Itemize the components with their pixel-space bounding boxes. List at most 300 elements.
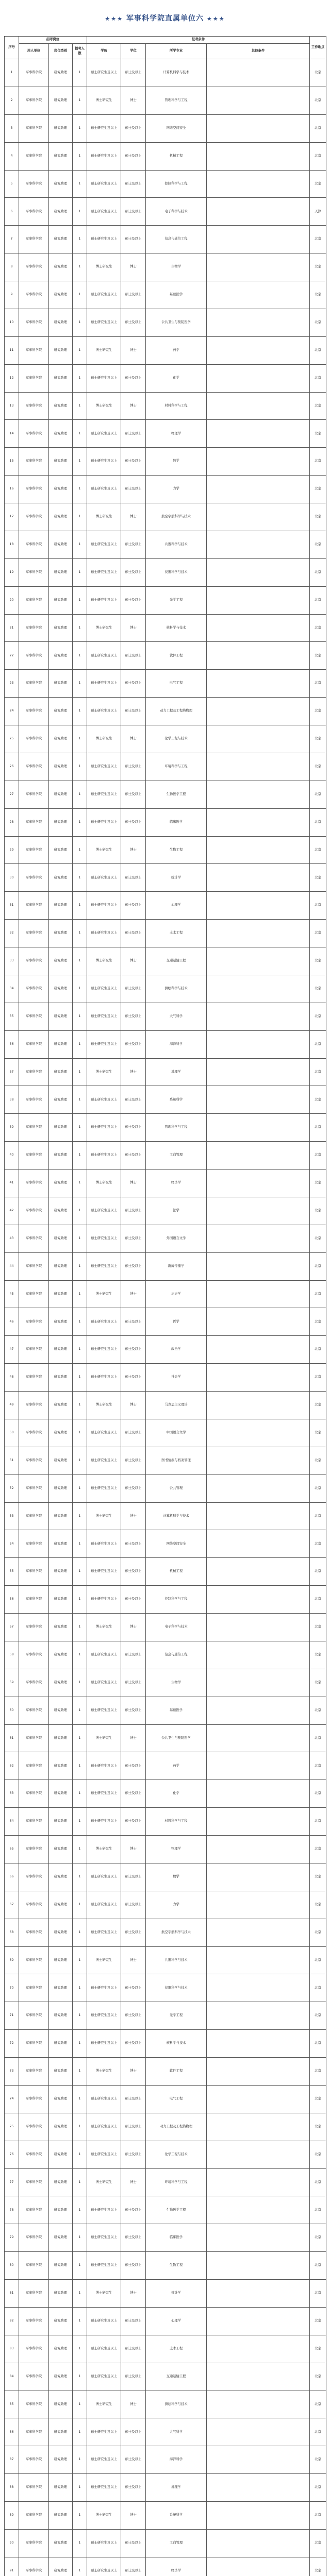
cell-major: 海洋科学 — [146, 2446, 207, 2474]
cell-other — [207, 87, 310, 114]
cell-edu: 硕士研究生及以上 — [87, 1419, 121, 1447]
cell-type: 研究助理 — [49, 476, 73, 503]
cell-unit: 军事科学院 — [19, 198, 49, 226]
cell-type: 研究助理 — [49, 1724, 73, 1752]
cell-seq: 16 — [5, 476, 19, 503]
cell-degree: 硕士及以上 — [121, 2085, 146, 2113]
cell-edu: 硕士研究生及以上 — [87, 1752, 121, 1780]
cell-major: 系统科学 — [146, 2502, 207, 2530]
cell-edu: 硕士研究生及以上 — [87, 670, 121, 698]
cell-seq: 88 — [5, 2474, 19, 2502]
table-row — [5, 2252, 326, 2280]
table-row — [5, 2557, 326, 2576]
cell-edu: 博士研究生 — [87, 725, 121, 753]
cell-edu: 硕士研究生及以上 — [87, 1974, 121, 2002]
cell-seq: 24 — [5, 698, 19, 725]
cell-count: 1 — [73, 1614, 87, 1641]
cell-degree: 博士 — [121, 2391, 146, 2418]
cell-seq: 52 — [5, 1475, 19, 1502]
cell-major: 环境科学与工程 — [146, 2168, 207, 2196]
table-row — [5, 1530, 326, 1558]
cell-degree: 硕士及以上 — [121, 558, 146, 586]
table-row — [5, 1364, 326, 1392]
cell-edu: 硕士研究生及以上 — [87, 1225, 121, 1252]
table-row — [5, 808, 326, 836]
cell-count: 1 — [73, 2363, 87, 2391]
cell-seq: 18 — [5, 531, 19, 558]
cell-unit: 军事科学院 — [19, 1946, 49, 1974]
cell-major: 光学工程 — [146, 586, 207, 614]
table-row — [5, 586, 326, 614]
cell-edu: 硕士研究生及以上 — [87, 2113, 121, 2141]
cell-type: 研究助理 — [49, 1170, 73, 1197]
cell-major: 管理科学与工程 — [146, 87, 207, 114]
cell-other — [207, 781, 310, 808]
cell-seq: 46 — [5, 1308, 19, 1336]
table-row — [5, 2085, 326, 2113]
cell-seq: 5 — [5, 170, 19, 198]
cell-location: 北京 — [310, 2113, 326, 2141]
cell-edu: 硕士研究生及以上 — [87, 1558, 121, 1586]
cell-unit: 军事科学院 — [19, 1724, 49, 1752]
cell-location: 北京 — [310, 808, 326, 836]
table-row — [5, 1086, 326, 1114]
cell-unit: 军事科学院 — [19, 142, 49, 170]
cell-type: 研究助理 — [49, 1558, 73, 1586]
cell-unit: 军事科学院 — [19, 1808, 49, 1836]
cell-type: 研究助理 — [49, 1614, 73, 1641]
cell-degree: 博士 — [121, 725, 146, 753]
cell-unit: 军事科学院 — [19, 2557, 49, 2576]
table-header — [5, 37, 326, 59]
cell-other — [207, 586, 310, 614]
cell-other — [207, 836, 310, 864]
cell-other — [207, 392, 310, 420]
cell-other — [207, 1558, 310, 1586]
header-req-group: 报考条件 — [87, 37, 310, 44]
cell-degree: 硕士及以上 — [121, 2418, 146, 2446]
table-row — [5, 1836, 326, 1863]
cell-other — [207, 114, 310, 142]
cell-count: 1 — [73, 1280, 87, 1308]
cell-location: 北京 — [310, 1836, 326, 1863]
table-row — [5, 2030, 326, 2058]
cell-edu: 博士研究生 — [87, 253, 121, 281]
cell-count: 1 — [73, 558, 87, 586]
cell-major: 生物医学工程 — [146, 781, 207, 808]
cell-seq: 66 — [5, 1863, 19, 1891]
cell-unit: 军事科学院 — [19, 2113, 49, 2141]
cell-location: 北京 — [310, 392, 326, 420]
table-row — [5, 1392, 326, 1419]
cell-unit: 军事科学院 — [19, 1863, 49, 1891]
cell-count: 1 — [73, 2252, 87, 2280]
cell-degree: 硕士及以上 — [121, 920, 146, 947]
table-row — [5, 614, 326, 642]
cell-degree: 硕士及以上 — [121, 2030, 146, 2058]
table-row — [5, 2280, 326, 2308]
cell-edu: 硕士研究生及以上 — [87, 2085, 121, 2113]
cell-location: 北京 — [310, 1891, 326, 1919]
cell-degree: 博士 — [121, 1058, 146, 1086]
table-row — [5, 836, 326, 864]
cell-location: 北京 — [310, 253, 326, 281]
cell-edu: 硕士研究生及以上 — [87, 1142, 121, 1170]
cell-unit: 军事科学院 — [19, 114, 49, 142]
cell-degree: 硕士及以上 — [121, 1697, 146, 1724]
cell-other — [207, 670, 310, 698]
cell-type: 研究助理 — [49, 670, 73, 698]
header-col-count: 招考人数 — [73, 44, 87, 59]
cell-type: 研究助理 — [49, 253, 73, 281]
table-row — [5, 1502, 326, 1530]
cell-count: 1 — [73, 975, 87, 1003]
cell-location: 北京 — [310, 725, 326, 753]
header-col-unit: 用人单位 — [19, 44, 49, 59]
cell-count: 1 — [73, 2113, 87, 2141]
positions-table — [4, 36, 326, 2576]
star-icons-left: ★★★ — [105, 15, 123, 22]
cell-major: 临床医学 — [146, 2224, 207, 2252]
cell-location: 北京 — [310, 1086, 326, 1114]
cell-seq: 71 — [5, 2002, 19, 2030]
cell-type: 研究助理 — [49, 2529, 73, 2557]
cell-other — [207, 1392, 310, 1419]
cell-other — [207, 892, 310, 920]
cell-other — [207, 2113, 310, 2141]
cell-type: 研究助理 — [49, 114, 73, 142]
cell-unit: 军事科学院 — [19, 1697, 49, 1724]
cell-degree: 博士 — [121, 1614, 146, 1641]
table-row — [5, 1808, 326, 1836]
cell-type: 研究助理 — [49, 1530, 73, 1558]
cell-type: 研究助理 — [49, 1669, 73, 1697]
cell-other — [207, 1086, 310, 1114]
cell-major: 药学 — [146, 336, 207, 364]
cell-edu: 硕士研究生及以上 — [87, 2307, 121, 2335]
cell-type: 研究助理 — [49, 503, 73, 531]
cell-major: 地理学 — [146, 2474, 207, 2502]
cell-count: 1 — [73, 2058, 87, 2086]
cell-edu: 硕士研究生及以上 — [87, 2002, 121, 2030]
cell-count: 1 — [73, 142, 87, 170]
cell-major: 网络空间安全 — [146, 1530, 207, 1558]
cell-unit: 军事科学院 — [19, 2418, 49, 2446]
cell-edu: 硕士研究生及以上 — [87, 642, 121, 670]
cell-other — [207, 1808, 310, 1836]
cell-unit: 军事科学院 — [19, 2280, 49, 2308]
cell-type: 研究助理 — [49, 1974, 73, 2002]
cell-major: 临床医学 — [146, 808, 207, 836]
cell-unit: 军事科学院 — [19, 420, 49, 448]
cell-type: 研究助理 — [49, 808, 73, 836]
table-row — [5, 2002, 326, 2030]
cell-seq: 13 — [5, 392, 19, 420]
table-row — [5, 309, 326, 336]
cell-seq: 3 — [5, 114, 19, 142]
cell-count: 1 — [73, 1336, 87, 1364]
cell-unit: 军事科学院 — [19, 1502, 49, 1530]
cell-count: 1 — [73, 892, 87, 920]
header-col-degree: 学位 — [121, 44, 146, 59]
cell-location: 北京 — [310, 336, 326, 364]
cell-major: 软件工程 — [146, 642, 207, 670]
cell-other — [207, 558, 310, 586]
cell-degree: 硕士及以上 — [121, 281, 146, 309]
cell-edu: 硕士研究生及以上 — [87, 59, 121, 87]
table-row — [5, 2418, 326, 2446]
cell-degree: 硕士及以上 — [121, 2141, 146, 2168]
cell-edu: 硕士研究生及以上 — [87, 226, 121, 253]
cell-major: 兵器科学与技术 — [146, 1946, 207, 1974]
cell-count: 1 — [73, 2224, 87, 2252]
cell-count: 1 — [73, 2502, 87, 2530]
cell-degree: 硕士及以上 — [121, 1114, 146, 1142]
cell-other — [207, 2252, 310, 2280]
cell-count: 1 — [73, 947, 87, 975]
cell-count: 1 — [73, 1586, 87, 1614]
header-remark: 工作地点 — [310, 37, 326, 59]
cell-seq: 28 — [5, 808, 19, 836]
cell-seq: 19 — [5, 558, 19, 586]
cell-degree: 博士 — [121, 1170, 146, 1197]
cell-other — [207, 503, 310, 531]
cell-location: 北京 — [310, 2529, 326, 2557]
cell-seq: 40 — [5, 1142, 19, 1170]
cell-unit: 军事科学院 — [19, 1974, 49, 2002]
cell-unit: 军事科学院 — [19, 2030, 49, 2058]
cell-count: 1 — [73, 614, 87, 642]
cell-edu: 硕士研究生及以上 — [87, 1641, 121, 1669]
cell-major: 电子科学与技术 — [146, 198, 207, 226]
cell-major: 系统科学 — [146, 1086, 207, 1114]
table-row — [5, 1863, 326, 1891]
table-row — [5, 698, 326, 725]
cell-edu: 博士研究生 — [87, 392, 121, 420]
table-row — [5, 226, 326, 253]
table-row — [5, 170, 326, 198]
cell-unit: 军事科学院 — [19, 170, 49, 198]
cell-count: 1 — [73, 864, 87, 892]
cell-seq: 43 — [5, 1225, 19, 1252]
cell-unit: 军事科学院 — [19, 781, 49, 808]
cell-count: 1 — [73, 1669, 87, 1697]
cell-unit: 军事科学院 — [19, 87, 49, 114]
cell-type: 研究助理 — [49, 1308, 73, 1336]
cell-degree: 硕士及以上 — [121, 1919, 146, 1946]
cell-count: 1 — [73, 586, 87, 614]
cell-type: 研究助理 — [49, 448, 73, 476]
cell-count: 1 — [73, 2280, 87, 2308]
cell-degree: 硕士及以上 — [121, 1336, 146, 1364]
cell-location: 北京 — [310, 2168, 326, 2196]
cell-major: 生物工程 — [146, 836, 207, 864]
header-col-type: 岗位类别 — [49, 44, 73, 59]
page-title — [102, 13, 228, 23]
cell-degree: 硕士及以上 — [121, 1364, 146, 1392]
cell-count: 1 — [73, 2030, 87, 2058]
cell-count: 1 — [73, 2474, 87, 2502]
table-row — [5, 1280, 326, 1308]
cell-location: 北京 — [310, 1669, 326, 1697]
cell-unit: 军事科学院 — [19, 2391, 49, 2418]
cell-type: 研究助理 — [49, 753, 73, 781]
cell-edu: 硕士研究生及以上 — [87, 1780, 121, 1808]
cell-unit: 军事科学院 — [19, 1558, 49, 1586]
cell-other — [207, 1502, 310, 1530]
cell-degree: 博士 — [121, 1502, 146, 1530]
cell-unit: 军事科学院 — [19, 558, 49, 586]
header-col-other: 其他条件 — [207, 44, 310, 59]
cell-location: 北京 — [310, 1419, 326, 1447]
table-row — [5, 476, 326, 503]
cell-location: 北京 — [310, 781, 326, 808]
table-row — [5, 1003, 326, 1030]
cell-unit: 军事科学院 — [19, 1142, 49, 1170]
cell-unit: 军事科学院 — [19, 642, 49, 670]
cell-count: 1 — [73, 2557, 87, 2576]
cell-seq: 51 — [5, 1447, 19, 1475]
cell-location: 北京 — [310, 836, 326, 864]
cell-location: 北京 — [310, 2196, 326, 2224]
cell-unit: 军事科学院 — [19, 1614, 49, 1641]
cell-count: 1 — [73, 1142, 87, 1170]
cell-type: 研究助理 — [49, 1919, 73, 1946]
cell-unit: 军事科学院 — [19, 2196, 49, 2224]
cell-other — [207, 1336, 310, 1364]
cell-type: 研究助理 — [49, 614, 73, 642]
cell-edu: 硕士研究生及以上 — [87, 1364, 121, 1392]
cell-edu: 硕士研究生及以上 — [87, 1086, 121, 1114]
cell-count: 1 — [73, 725, 87, 753]
cell-count: 1 — [73, 1003, 87, 1030]
cell-type: 研究助理 — [49, 364, 73, 392]
cell-seq: 62 — [5, 1752, 19, 1780]
cell-type: 研究助理 — [49, 558, 73, 586]
cell-other — [207, 1780, 310, 1808]
cell-location: 北京 — [310, 2363, 326, 2391]
cell-count: 1 — [73, 1974, 87, 2002]
cell-seq: 77 — [5, 2168, 19, 2196]
cell-type: 研究助理 — [49, 836, 73, 864]
cell-location: 北京 — [310, 364, 326, 392]
cell-major: 化学工程与技术 — [146, 725, 207, 753]
cell-count: 1 — [73, 2141, 87, 2168]
table-row — [5, 1114, 326, 1142]
cell-location: 北京 — [310, 170, 326, 198]
table-row — [5, 392, 326, 420]
cell-major: 中国语言文学 — [146, 1419, 207, 1447]
cell-edu: 硕士研究生及以上 — [87, 2363, 121, 2391]
cell-count: 1 — [73, 1447, 87, 1475]
cell-edu: 硕士研究生及以上 — [87, 2529, 121, 2557]
table-row — [5, 864, 326, 892]
cell-major: 核科学与技术 — [146, 614, 207, 642]
table-row — [5, 420, 326, 448]
cell-location: 北京 — [310, 670, 326, 698]
cell-degree: 硕士及以上 — [121, 1197, 146, 1225]
cell-degree: 硕士及以上 — [121, 309, 146, 336]
cell-seq: 54 — [5, 1530, 19, 1558]
cell-degree: 硕士及以上 — [121, 892, 146, 920]
cell-other — [207, 226, 310, 253]
cell-type: 研究助理 — [49, 2252, 73, 2280]
cell-type: 研究助理 — [49, 336, 73, 364]
cell-seq: 63 — [5, 1780, 19, 1808]
cell-degree: 硕士及以上 — [121, 1225, 146, 1252]
cell-type: 研究助理 — [49, 2474, 73, 2502]
cell-other — [207, 1308, 310, 1336]
cell-degree: 博士 — [121, 1280, 146, 1308]
cell-unit: 军事科学院 — [19, 2058, 49, 2086]
cell-other — [207, 1697, 310, 1724]
cell-seq: 83 — [5, 2335, 19, 2363]
cell-degree: 博士 — [121, 503, 146, 531]
cell-count: 1 — [73, 1030, 87, 1058]
cell-degree: 硕士及以上 — [121, 142, 146, 170]
table-row — [5, 781, 326, 808]
cell-degree: 硕士及以上 — [121, 170, 146, 198]
cell-type: 研究助理 — [49, 1891, 73, 1919]
table-row — [5, 1030, 326, 1058]
cell-location: 北京 — [310, 1447, 326, 1475]
table-row — [5, 1447, 326, 1475]
cell-location: 北京 — [310, 1780, 326, 1808]
cell-edu: 硕士研究生及以上 — [87, 1891, 121, 1919]
cell-unit: 军事科学院 — [19, 698, 49, 725]
cell-major: 马克思主义理论 — [146, 1392, 207, 1419]
cell-location: 北京 — [310, 1170, 326, 1197]
cell-type: 研究助理 — [49, 725, 73, 753]
cell-count: 1 — [73, 1058, 87, 1086]
cell-other — [207, 2446, 310, 2474]
cell-major: 材料科学与工程 — [146, 1808, 207, 1836]
cell-unit: 军事科学院 — [19, 2002, 49, 2030]
cell-degree: 硕士及以上 — [121, 1863, 146, 1891]
cell-unit: 军事科学院 — [19, 1475, 49, 1502]
cell-seq: 69 — [5, 1946, 19, 1974]
table-row — [5, 1197, 326, 1225]
cell-count: 1 — [73, 1252, 87, 1280]
table-row — [5, 558, 326, 586]
cell-degree: 硕士及以上 — [121, 1086, 146, 1114]
cell-major: 控制科学与工程 — [146, 170, 207, 198]
table-row — [5, 947, 326, 975]
table-row — [5, 114, 326, 142]
cell-location: 北京 — [310, 2224, 326, 2252]
cell-type: 研究助理 — [49, 420, 73, 448]
cell-location: 北京 — [310, 2418, 326, 2446]
cell-major: 海洋科学 — [146, 1030, 207, 1058]
cell-unit: 军事科学院 — [19, 1170, 49, 1197]
cell-other — [207, 1475, 310, 1502]
cell-major: 土木工程 — [146, 2335, 207, 2363]
cell-edu: 硕士研究生及以上 — [87, 2196, 121, 2224]
table-row — [5, 448, 326, 476]
cell-seq: 11 — [5, 336, 19, 364]
cell-degree: 硕士及以上 — [121, 753, 146, 781]
cell-seq: 38 — [5, 1086, 19, 1114]
cell-seq: 74 — [5, 2085, 19, 2113]
cell-type: 研究助理 — [49, 1836, 73, 1863]
cell-degree: 硕士及以上 — [121, 1808, 146, 1836]
cell-degree: 硕士及以上 — [121, 1891, 146, 1919]
cell-count: 1 — [73, 2002, 87, 2030]
cell-edu: 硕士研究生及以上 — [87, 170, 121, 198]
cell-edu: 博士研究生 — [87, 1280, 121, 1308]
cell-seq: 33 — [5, 947, 19, 975]
cell-unit: 军事科学院 — [19, 670, 49, 698]
